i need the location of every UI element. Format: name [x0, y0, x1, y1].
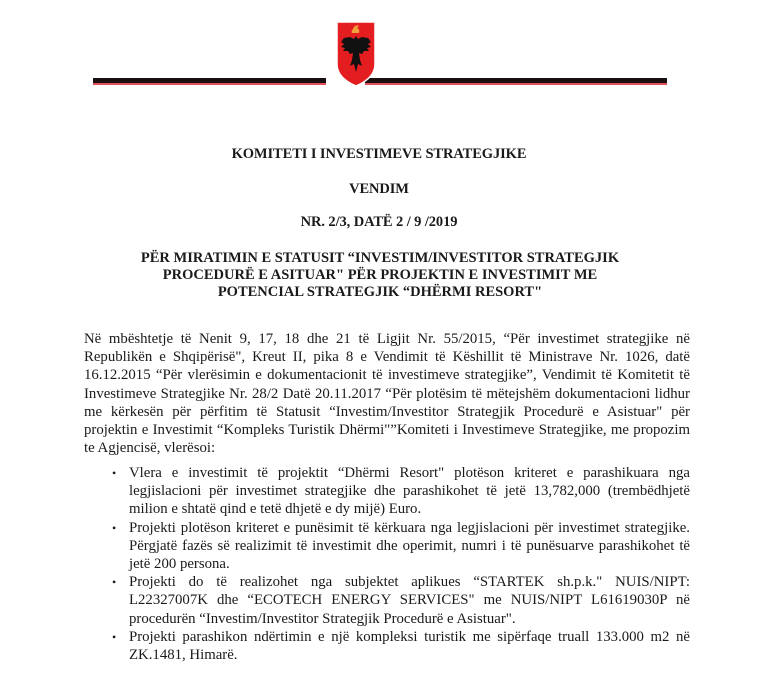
- header-rule-right: [365, 78, 667, 83]
- document-header: [0, 0, 758, 100]
- list-item: [84, 464, 690, 519]
- decision-number-date: NR. 2/3, DATË 2 / 9 /2019: [300, 214, 458, 230]
- finding-text: Projekti do të realizohet nga subjektet aplikues “STARTEK sh.p.k." NUIS/NIPT: L22327007K dhe “ECOTECH ENERGY SERVICES" me NUIS/NIPT L61619030P në procedurën “Investim/Investitor Strategjik Procedurë e Asistuar".: [129, 574, 690, 627]
- header-rule-left: [93, 78, 326, 83]
- list-item: [84, 519, 690, 574]
- coat-of-arms-icon: [335, 20, 377, 88]
- bullet-icon: •: [112, 629, 117, 644]
- bullet-icon: •: [112, 575, 117, 590]
- bullet-icon: •: [112, 466, 117, 480]
- bullet-icon: •: [112, 520, 117, 535]
- committee-name: KOMITETI I INVESTIMEVE STRATEGJIKE: [231, 146, 527, 162]
- decision-subject: PËR MIRATIMIN E STATUSIT “INVESTIM/INVESTITOR STRATEGJIK PROCEDURË E ASITUAR" PËR PROJEKTIN E INVESTIMIT ME POTENCIAL STRATEGJIK “DHËRMI RESORT": [140, 250, 620, 300]
- finding-text: Vlera e investimit të projektit “Dhërmi Resort" plotëson kriteret e parashikuara nga legjislacioni për investimet strategjike dhe parashikohet të jetë 13,782,000 (trembëdhjetë milion e shtatë qind e tetë dhjetë e dy mijë) Euro.: [129, 465, 690, 518]
- preamble-paragraph: Në mbështetje të Nenit 9, 17, 18 dhe 21 të Ligjit Nr. 55/2015, “Për investimet strategjike në Republikën e Shqipërisë", Kreut II, pika 8 e Vendimit të Këshillit të Ministrave Nr. 1026, datë 16.12.2015 “Për vlerësimin e dokumentacionit të investimeve strategjike”, Vendimit të Komitetit të Investimeve Strategjike Nr. 28/2 Datë 20.11.2017 “Për plotësim të mëtejshëm dokumentacioni lidhur me kërkesën për përfitim të Statusit “Investim/Investitor Strategjik Procedurë e Asistuar" për projektin e Investimit “Kompleks Turistik Dhërmi"”Komiteti i Investimeve Strategjike, me propozim te Agjencisë, vlerësoi:: [84, 331, 690, 457]
- list-item: [84, 628, 690, 664]
- findings-list: [84, 464, 690, 664]
- list-item: [84, 573, 690, 628]
- finding-text: Projekti plotëson kriteret e punësimit të kërkuara nga legjislacioni për investimet strategjike. Përgjatë fazës së realizimit të investimit dhe operimit, numri i të punësuarve parashikohet të jetë 200 persona.: [129, 519, 690, 573]
- document-type: VENDIM: [349, 181, 409, 197]
- finding-text: Projekti parashikon ndërtimin e një kompleksi turistik me sipërfaqe truall 133.000 m2 në ZK.1481, Himarë.: [129, 628, 690, 664]
